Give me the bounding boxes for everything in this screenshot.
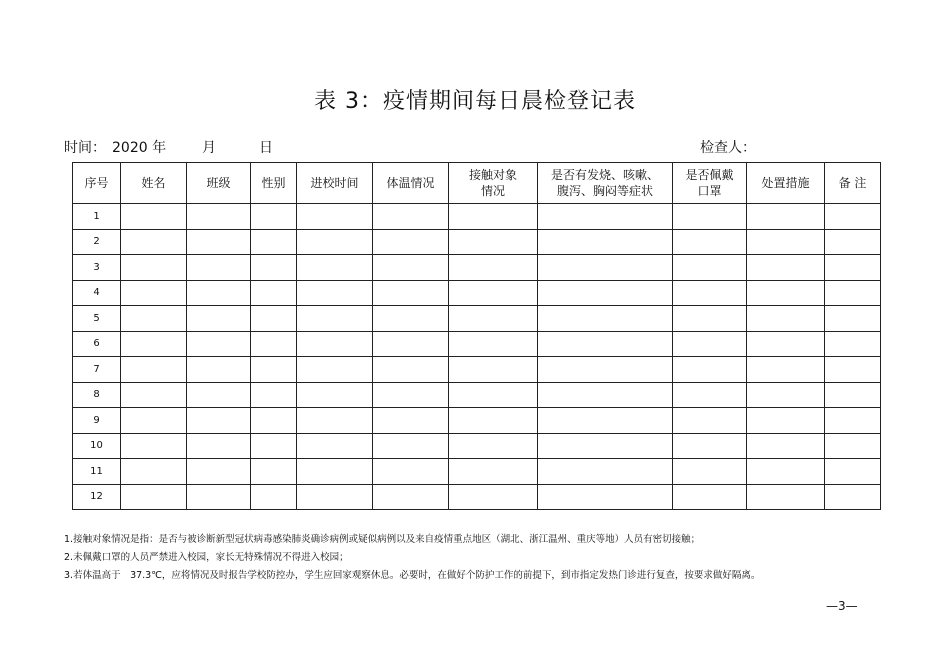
table-cell [187, 408, 251, 434]
table-cell [825, 306, 881, 332]
table-cell [297, 484, 373, 510]
row-number-cell: 4 [73, 280, 121, 306]
column-header: 是否佩戴 口罩 [673, 163, 747, 204]
table-cell [373, 484, 449, 510]
table-cell [297, 357, 373, 383]
footnote: 1.接触对象情况是指：是否与被诊断新型冠状病毒感染肺炎确诊病例或疑似病例以及来自疫情重点地区（湖北、浙江温州、重庆等地）人员有密切接触； [64, 534, 701, 545]
row-number-cell: 3 [73, 255, 121, 281]
table-cell [373, 357, 449, 383]
table-cell [747, 306, 825, 332]
column-header: 处置措施 [747, 163, 825, 204]
table-cell [538, 306, 673, 332]
table-cell [825, 229, 881, 255]
table-cell [673, 255, 747, 281]
table-header-row [73, 163, 881, 204]
footnotes [64, 531, 804, 585]
column-header: 姓名 [121, 163, 187, 204]
table-cell [538, 408, 673, 434]
table-cell [121, 255, 187, 281]
inspector-label: 检查人： [700, 140, 756, 156]
table-cell [538, 459, 673, 485]
table-cell [449, 357, 538, 383]
table-cell [449, 229, 538, 255]
table-cell [187, 204, 251, 230]
table-cell [747, 229, 825, 255]
table-cell [121, 459, 187, 485]
table-cell [121, 357, 187, 383]
column-header: 班级 [187, 163, 251, 204]
row-number-cell: 8 [73, 382, 121, 408]
table-cell [187, 357, 251, 383]
table-cell [825, 331, 881, 357]
table-cell [121, 484, 187, 510]
table-cell [297, 433, 373, 459]
table-row [73, 433, 881, 459]
table-cell [747, 459, 825, 485]
day-field: 日 [259, 140, 273, 156]
table-cell [449, 204, 538, 230]
table-cell [187, 255, 251, 281]
table-cell [297, 331, 373, 357]
footnote: 3.若体温高于 37.3℃，应将情况及时报告学校防控办，学生应回家观察休息。必要时，在做好个防护工作的前提下，到市指定发热门诊进行复查，按要求做好隔离。 [64, 570, 761, 581]
table-cell [538, 382, 673, 408]
table-body [73, 204, 881, 510]
table-row [73, 459, 881, 485]
table-row [73, 331, 881, 357]
table-cell [673, 382, 747, 408]
table-cell [373, 255, 449, 281]
table-cell [187, 331, 251, 357]
table-row [73, 306, 881, 332]
table-cell [121, 280, 187, 306]
column-header: 序号 [73, 163, 121, 204]
table-cell [251, 357, 297, 383]
table-cell [251, 229, 297, 255]
table-cell [121, 306, 187, 332]
table-cell [373, 382, 449, 408]
row-number-cell: 1 [73, 204, 121, 230]
table-cell [373, 331, 449, 357]
table-cell [673, 306, 747, 332]
row-number-cell: 10 [73, 433, 121, 459]
table-cell [297, 255, 373, 281]
row-number-cell: 9 [73, 408, 121, 434]
table-cell [187, 382, 251, 408]
table-cell [747, 255, 825, 281]
table-cell [449, 382, 538, 408]
table-cell [297, 280, 373, 306]
table-cell [121, 382, 187, 408]
table-cell [747, 484, 825, 510]
row-number-cell: 2 [73, 229, 121, 255]
table-cell [251, 255, 297, 281]
table-cell [121, 433, 187, 459]
table-cell [825, 204, 881, 230]
table-cell [825, 280, 881, 306]
column-header: 性别 [251, 163, 297, 204]
table-cell [673, 484, 747, 510]
row-number-cell: 5 [73, 306, 121, 332]
table-cell [187, 459, 251, 485]
table-cell [187, 229, 251, 255]
row-number-cell: 12 [73, 484, 121, 510]
table-cell [825, 255, 881, 281]
morning-check-table [72, 162, 881, 510]
table-cell [297, 306, 373, 332]
table-cell [121, 408, 187, 434]
table-cell [538, 280, 673, 306]
table-cell [187, 484, 251, 510]
table-cell [251, 331, 297, 357]
table-cell [449, 484, 538, 510]
table-cell [251, 280, 297, 306]
table-cell [825, 408, 881, 434]
table-cell [747, 382, 825, 408]
table-cell [251, 484, 297, 510]
table-cell [673, 357, 747, 383]
column-header: 进校时间 [297, 163, 373, 204]
month-field: 月 [202, 140, 216, 156]
table-cell [187, 306, 251, 332]
table-cell [251, 204, 297, 230]
table-cell [373, 408, 449, 434]
table-cell [449, 459, 538, 485]
table-cell [747, 357, 825, 383]
column-header: 备 注 [825, 163, 881, 204]
column-header: 体温情况 [373, 163, 449, 204]
table-cell [251, 459, 297, 485]
row-number-cell: 6 [73, 331, 121, 357]
column-header: 是否有发烧、咳嗽、 腹泻、胸闷等症状 [538, 163, 673, 204]
table-cell [251, 306, 297, 332]
table-cell [747, 204, 825, 230]
table-cell [121, 331, 187, 357]
table-row [73, 255, 881, 281]
table-cell [673, 433, 747, 459]
table-cell [121, 229, 187, 255]
table-row [73, 484, 881, 510]
table-cell [251, 433, 297, 459]
table-cell [673, 280, 747, 306]
table-cell [538, 204, 673, 230]
time-label: 时间： [64, 140, 106, 156]
table-cell [538, 484, 673, 510]
table-cell [449, 306, 538, 332]
table-cell [825, 433, 881, 459]
table-cell [825, 484, 881, 510]
table-row [73, 229, 881, 255]
table-cell [297, 229, 373, 255]
table-row [73, 280, 881, 306]
table-cell [449, 280, 538, 306]
table-cell [373, 433, 449, 459]
table-cell [449, 255, 538, 281]
table-cell [373, 459, 449, 485]
table-cell [251, 408, 297, 434]
table-cell [747, 408, 825, 434]
table-cell [297, 459, 373, 485]
table-cell [449, 433, 538, 459]
table-cell [251, 382, 297, 408]
table-row [73, 408, 881, 434]
column-header: 接触对象 情况 [449, 163, 538, 204]
row-number-cell: 7 [73, 357, 121, 383]
table-cell [747, 433, 825, 459]
table-cell [373, 306, 449, 332]
table-cell [673, 459, 747, 485]
table-cell [673, 331, 747, 357]
table-cell [373, 280, 449, 306]
table-cell [673, 408, 747, 434]
table-cell [121, 204, 187, 230]
row-number-cell: 11 [73, 459, 121, 485]
page-number: —3— [826, 599, 858, 613]
table-cell [187, 280, 251, 306]
table-cell [538, 255, 673, 281]
table-cell [825, 357, 881, 383]
table-cell [747, 331, 825, 357]
footnote: 2.未佩戴口罩的人员严禁进入校园，家长无特殊情况不得进入校园； [64, 552, 349, 563]
table-cell [673, 229, 747, 255]
table-cell [538, 229, 673, 255]
table-cell [825, 382, 881, 408]
table-cell [538, 433, 673, 459]
table-cell [538, 357, 673, 383]
table-row [73, 357, 881, 383]
table-cell [297, 204, 373, 230]
table-row [73, 204, 881, 230]
table-cell [297, 382, 373, 408]
table-cell [187, 433, 251, 459]
table-cell [747, 280, 825, 306]
year-field: 2020 年 [112, 140, 167, 156]
table-cell [373, 204, 449, 230]
table-cell [449, 408, 538, 434]
table-cell [825, 459, 881, 485]
table-cell [449, 331, 538, 357]
page-title: 表 3：疫情期间每日晨检登记表 [314, 89, 636, 114]
table-cell [673, 204, 747, 230]
table-cell [373, 229, 449, 255]
table-row [73, 382, 881, 408]
table-cell [538, 331, 673, 357]
table-cell [297, 408, 373, 434]
